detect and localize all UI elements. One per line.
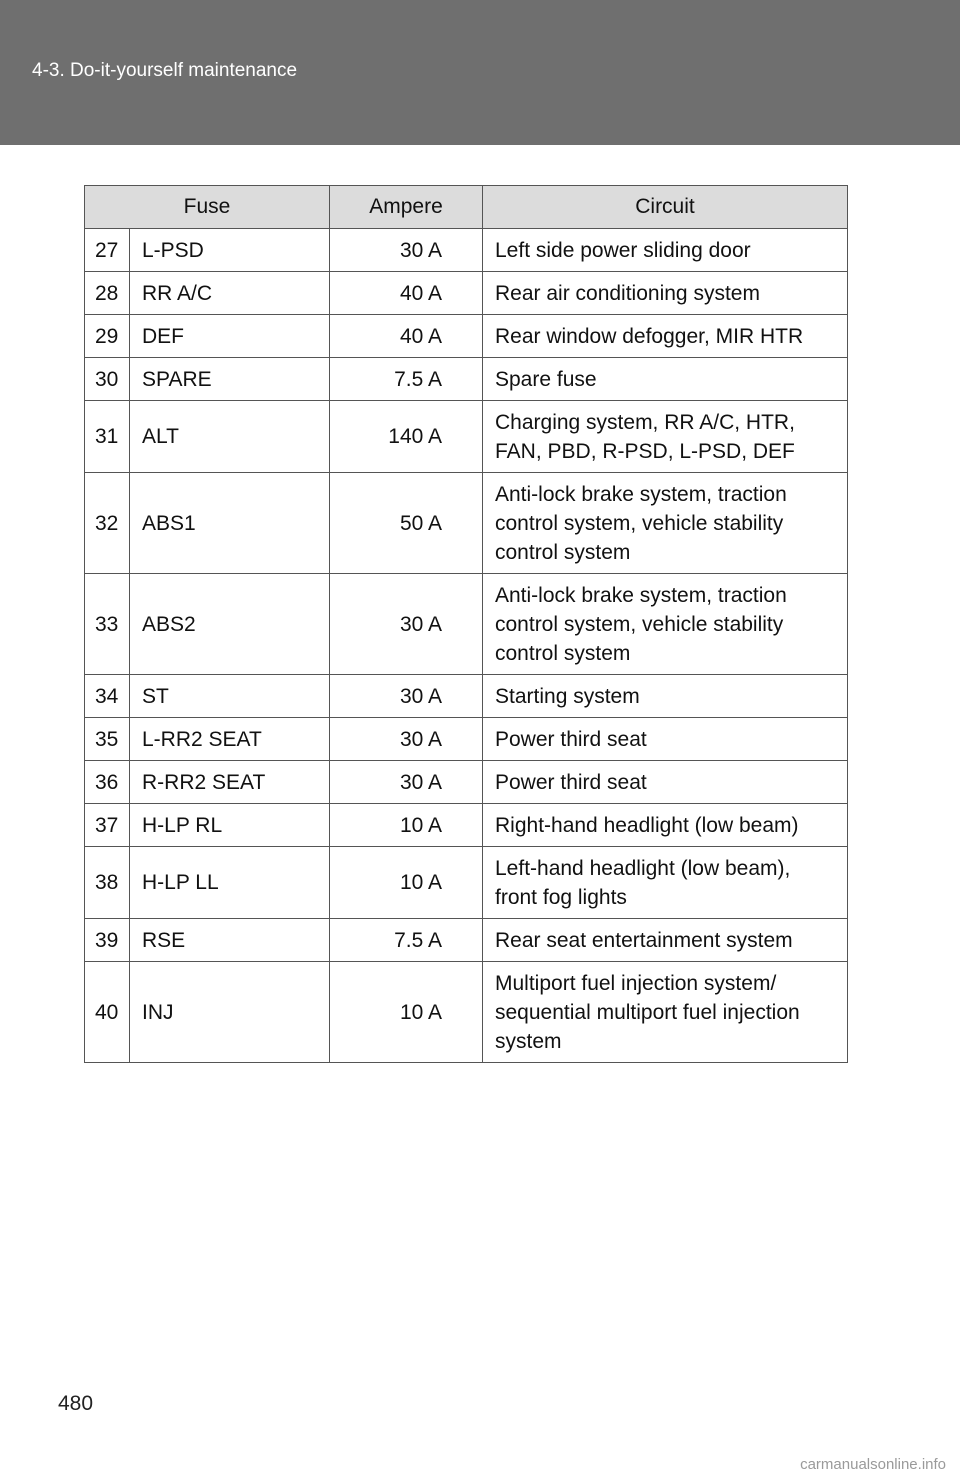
fuse-circuit: Rear window defogger, MIR HTR bbox=[483, 315, 848, 358]
fuse-number: 40 bbox=[85, 962, 130, 1063]
fuse-circuit: Starting system bbox=[483, 675, 848, 718]
fuse-name: RSE bbox=[130, 919, 330, 962]
table-row bbox=[85, 804, 848, 847]
table-row bbox=[85, 574, 848, 675]
column-header-ampere: Ampere bbox=[330, 186, 483, 229]
fuse-circuit: Power third seat bbox=[483, 718, 848, 761]
fuse-number: 30 bbox=[85, 358, 130, 401]
table-row bbox=[85, 401, 848, 473]
table-row bbox=[85, 919, 848, 962]
section-title: 4-3. Do-it-yourself maintenance bbox=[32, 60, 298, 81]
fuse-name: ALT bbox=[130, 401, 330, 473]
fuse-name: INJ bbox=[130, 962, 330, 1063]
fuse-number: 31 bbox=[85, 401, 130, 473]
fuse-ampere: 30 A bbox=[330, 761, 483, 804]
table-header-row bbox=[85, 186, 848, 229]
fuse-number: 29 bbox=[85, 315, 130, 358]
fuse-circuit: Multiport fuel injection system/ sequential multiport fuel injection system bbox=[483, 962, 848, 1063]
fuse-ampere: 40 A bbox=[330, 315, 483, 358]
fuse-ampere: 30 A bbox=[330, 574, 483, 675]
table-row bbox=[85, 358, 848, 401]
fuse-number: 35 bbox=[85, 718, 130, 761]
fuse-name: R-RR2 SEAT bbox=[130, 761, 330, 804]
fuse-name: H-LP LL bbox=[130, 847, 330, 919]
fuse-circuit: Left-hand headlight (low beam), front fog lights bbox=[483, 847, 848, 919]
fuse-name: DEF bbox=[130, 315, 330, 358]
fuse-name: RR A/C bbox=[130, 272, 330, 315]
fuse-number: 39 bbox=[85, 919, 130, 962]
fuse-name: L-RR2 SEAT bbox=[130, 718, 330, 761]
fuse-ampere: 10 A bbox=[330, 962, 483, 1063]
fuse-number: 32 bbox=[85, 473, 130, 574]
fuse-ampere: 30 A bbox=[330, 718, 483, 761]
table-row bbox=[85, 315, 848, 358]
fuse-number: 38 bbox=[85, 847, 130, 919]
fuse-ampere: 30 A bbox=[330, 675, 483, 718]
table-row bbox=[85, 962, 848, 1063]
table-row bbox=[85, 272, 848, 315]
fuse-ampere: 7.5 A bbox=[330, 358, 483, 401]
fuse-circuit: Anti-lock brake system, traction control system, vehicle stability control system bbox=[483, 473, 848, 574]
fuse-table bbox=[84, 185, 848, 1063]
fuse-number: 33 bbox=[85, 574, 130, 675]
table-row bbox=[85, 229, 848, 272]
table-row bbox=[85, 473, 848, 574]
fuse-circuit: Rear seat entertainment system bbox=[483, 919, 848, 962]
fuse-number: 36 bbox=[85, 761, 130, 804]
column-header-fuse: Fuse bbox=[85, 186, 330, 229]
fuse-circuit: Spare fuse bbox=[483, 358, 848, 401]
fuse-ampere: 50 A bbox=[330, 473, 483, 574]
page-number: 480 bbox=[58, 1392, 94, 1415]
fuse-ampere: 7.5 A bbox=[330, 919, 483, 962]
fuse-name: ST bbox=[130, 675, 330, 718]
column-header-circuit: Circuit bbox=[483, 186, 848, 229]
fuse-ampere: 10 A bbox=[330, 804, 483, 847]
table-row bbox=[85, 761, 848, 804]
fuse-ampere: 10 A bbox=[330, 847, 483, 919]
fuse-number: 37 bbox=[85, 804, 130, 847]
fuse-name: H-LP RL bbox=[130, 804, 330, 847]
fuse-name: SPARE bbox=[130, 358, 330, 401]
fuse-number: 34 bbox=[85, 675, 130, 718]
watermark: carmanualsonline.info bbox=[800, 1456, 946, 1473]
fuse-name: ABS2 bbox=[130, 574, 330, 675]
table-row bbox=[85, 675, 848, 718]
fuse-name: ABS1 bbox=[130, 473, 330, 574]
fuse-ampere: 140 A bbox=[330, 401, 483, 473]
fuse-number: 28 bbox=[85, 272, 130, 315]
fuse-ampere: 30 A bbox=[330, 229, 483, 272]
fuse-name: L-PSD bbox=[130, 229, 330, 272]
fuse-circuit: Right-hand headlight (low beam) bbox=[483, 804, 848, 847]
fuse-circuit: Charging system, RR A/C, HTR, FAN, PBD, R-PSD, L-PSD, DEF bbox=[483, 401, 848, 473]
table-row bbox=[85, 847, 848, 919]
fuse-circuit: Power third seat bbox=[483, 761, 848, 804]
header-band bbox=[0, 0, 960, 145]
fuse-ampere: 40 A bbox=[330, 272, 483, 315]
table-row bbox=[85, 718, 848, 761]
fuse-circuit: Rear air conditioning system bbox=[483, 272, 848, 315]
fuse-circuit: Anti-lock brake system, traction control system, vehicle stability control system bbox=[483, 574, 848, 675]
fuse-number: 27 bbox=[85, 229, 130, 272]
fuse-circuit: Left side power sliding door bbox=[483, 229, 848, 272]
